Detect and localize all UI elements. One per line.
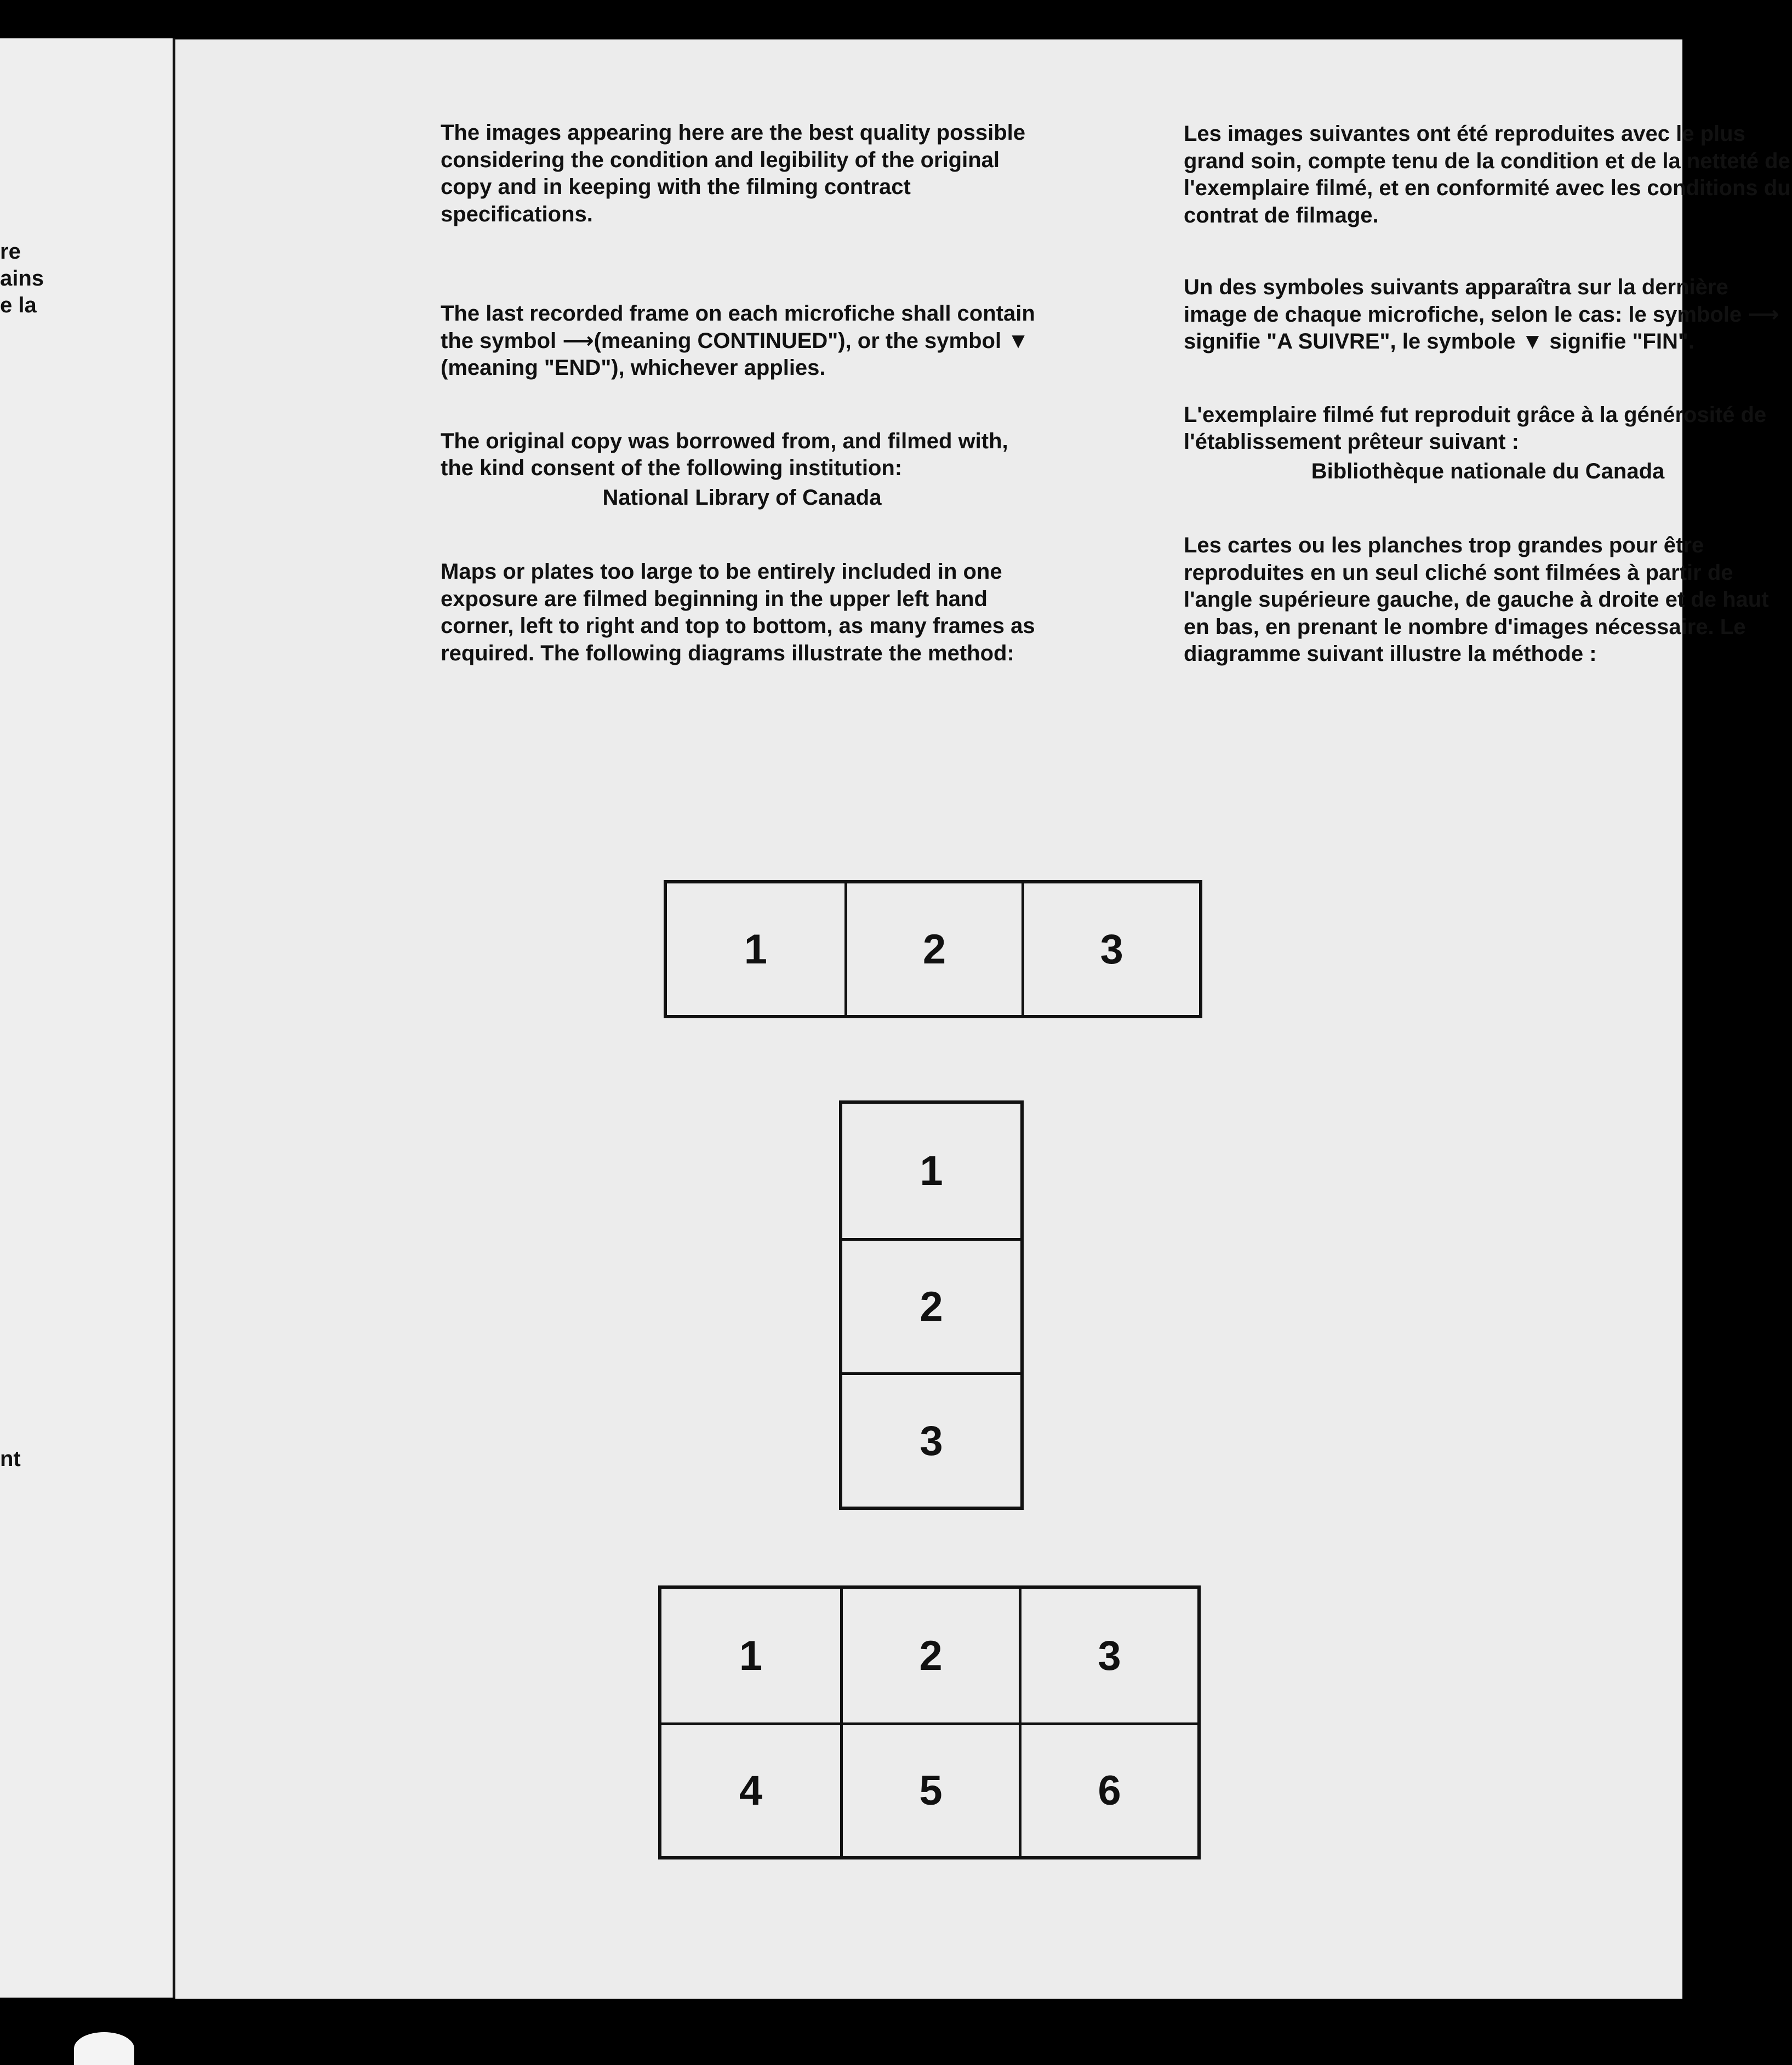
french-quality-paragraph: Les images suivantes ont été reproduites avec le plus grand soin, compte tenu de la condition et de la netteté de l'exemplaire filmé, et en conformité avec les conditions du contrat de filmage. <box>1184 122 1791 227</box>
frame-cell: 1 <box>744 926 767 973</box>
frame-cell: 2 <box>842 1238 1020 1372</box>
frame-cell: 1 <box>739 1632 763 1679</box>
end-triangle-icon: ▼ <box>1007 328 1029 353</box>
film-light-spot <box>74 2032 134 2065</box>
frame-cell: 3 <box>1021 883 1199 1015</box>
margin-fragment: ains <box>0 266 44 290</box>
english-quality-paragraph: The images appearing here are the best quality possible considering the condition and legibility of the original copy and in keeping with the filming contract specifications. <box>441 121 1025 226</box>
continued-arrow-icon: ⟶ <box>1748 302 1779 327</box>
continued-arrow-icon: ⟶ <box>562 328 594 353</box>
previous-page-edge <box>0 38 173 1998</box>
english-institution: National Library of Canada <box>602 485 882 510</box>
english-maps-paragraph: Maps or plates too large to be entirely included in one exposure are filmed beginning in the upper left hand corner, left to right and top to bottom, as many frames as required. The following diagrams illustrate the method: <box>441 560 1035 665</box>
frame-cell: 1 <box>920 1148 943 1194</box>
french-institution: Bibliothèque nationale du Canada <box>1311 459 1665 483</box>
horizontal-frames-diagram <box>664 880 1202 1018</box>
english-column <box>441 119 1043 667</box>
frame-cell: 2 <box>840 1589 1019 1722</box>
grid-frames-diagram <box>658 1585 1201 1859</box>
margin-fragment: e la <box>0 293 37 317</box>
french-source-paragraph: L'exemplaire filmé fut reproduit grâce à la générosité de l'établissement prêteur suivant : <box>1184 402 1767 454</box>
vertical-frames-diagram <box>839 1100 1024 1510</box>
end-triangle-icon: ▼ <box>1521 329 1544 353</box>
english-source-paragraph: The original copy was borrowed from, and filmed with, the kind consent of the following institution: <box>441 429 1008 480</box>
french-maps-paragraph: Les cartes ou les planches trop grandes pour être reproduites en un seul cliché sont filmées à partir de l'angle supérieure gauche, de gauche à droite et de haut en bas, en prenant le nombre d'images nécessaire. Le diagramme suivant illustre la méthode : <box>1184 533 1769 666</box>
frame-cell: 2 <box>844 883 1022 1015</box>
frame-cell: 4 <box>661 1722 840 1856</box>
frame-cell: 3 <box>842 1372 1020 1507</box>
french-symbol-paragraph: Un des symboles suivants apparaîtra sur la dernière image de chaque microfiche, selon le cas: le symbole ⟶ signifie "A SUIVRE", le symbole ▼ signifie "FIN". <box>1184 275 1779 353</box>
french-column <box>1184 121 1792 668</box>
margin-fragment: re <box>0 239 21 264</box>
frame-cell: 3 <box>1019 1589 1197 1722</box>
frame-cell: 5 <box>840 1722 1019 1856</box>
margin-fragment: nt <box>0 1447 21 1471</box>
frame-cell: 6 <box>1019 1722 1197 1856</box>
english-symbol-paragraph: The last recorded frame on each microfiche shall contain the symbol ⟶(meaning CONTINUED"), or the symbol ▼ (meaning "END"), whichever applies. <box>441 301 1035 380</box>
